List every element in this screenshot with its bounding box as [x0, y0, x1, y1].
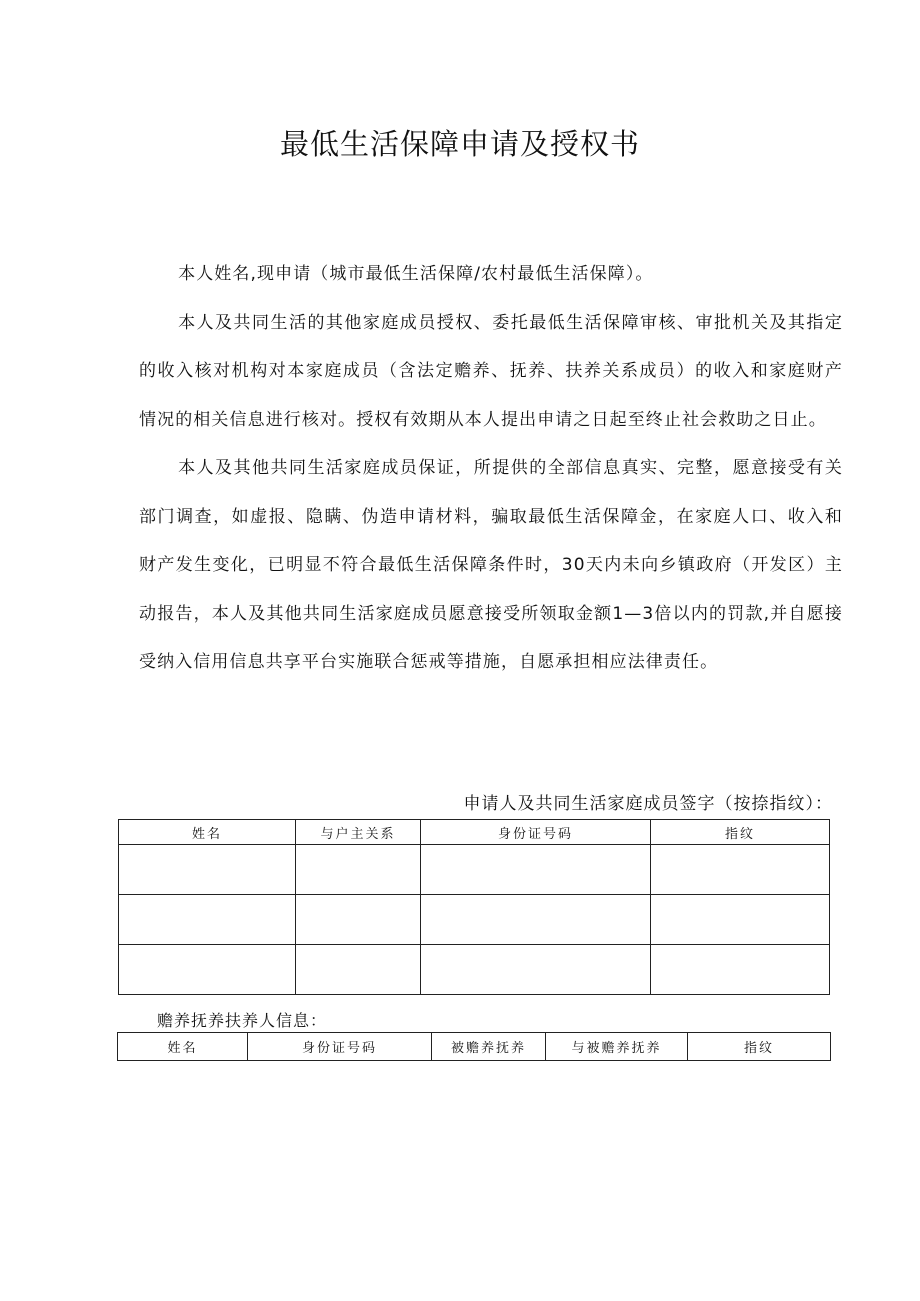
table-row	[119, 945, 830, 995]
cell-id-number[interactable]	[421, 845, 651, 895]
cell-fingerprint[interactable]	[651, 945, 830, 995]
supporter-info-label: 赡养抚养扶养人信息：	[157, 1011, 328, 1030]
cell-relation[interactable]	[296, 845, 421, 895]
declaration-body	[139, 250, 843, 687]
header-name: 姓名	[118, 1033, 248, 1061]
paragraph-authorization: 本人及共同生活的其他家庭成员授权、委托最低生活保障审核、审批机关及其指定的收入核对机构对本家庭成员（含法定赡养、抚养、扶养关系成员）的收入和家庭财产情况的相关信息进行核对。授权有效期从本人提出申请之日起至终止社会救助之日止。	[139, 312, 843, 430]
cell-name[interactable]	[119, 945, 296, 995]
header-id-number: 身份证号码	[248, 1033, 432, 1061]
header-fingerprint: 指纹	[688, 1033, 831, 1061]
header-fingerprint: 指纹	[651, 820, 830, 845]
cell-name[interactable]	[119, 845, 296, 895]
signature-label: 申请人及共同生活家庭成员签字（按捺指纹）：	[463, 794, 833, 814]
household-member-table	[118, 819, 830, 995]
cell-relation[interactable]	[296, 895, 421, 945]
header-relation-to-supported: 与被赡养抚养	[546, 1033, 688, 1061]
table-header-row	[118, 1033, 831, 1061]
cell-id-number[interactable]	[421, 945, 651, 995]
cell-fingerprint[interactable]	[651, 845, 830, 895]
cell-id-number[interactable]	[421, 895, 651, 945]
table-row	[119, 845, 830, 895]
header-name: 姓名	[119, 820, 296, 845]
supporter-table	[117, 1032, 831, 1061]
header-id-number: 身份证号码	[421, 820, 651, 845]
header-relation: 与户主关系	[296, 820, 421, 845]
table-row	[119, 895, 830, 945]
paragraph-guarantee: 本人及其他共同生活家庭成员保证，所提供的全部信息真实、完整，愿意接受有关部门调查，如虚报、隐瞒、伪造申请材料，骗取最低生活保障金，在家庭人口、收入和财产发生变化，已明显不符合最低生活保障条件时，30天内未向乡镇政府（开发区）主动报告，本人及其他共同生活家庭成员愿意接受所领取金额1—3倍以内的罚款,并自愿接受纳入信用信息共享平台实施联合惩戒等措施，自愿承担相应法律责任。	[139, 458, 843, 672]
table-header-row	[119, 820, 830, 845]
cell-relation[interactable]	[296, 945, 421, 995]
cell-name[interactable]	[119, 895, 296, 945]
cell-fingerprint[interactable]	[651, 895, 830, 945]
header-supported-person: 被赡养抚养	[432, 1033, 546, 1061]
page-title: 最低生活保障申请及授权书	[279, 127, 640, 161]
paragraph-application: 本人姓名,现申请（城市最低生活保障/农村最低生活保障）。	[178, 264, 654, 284]
